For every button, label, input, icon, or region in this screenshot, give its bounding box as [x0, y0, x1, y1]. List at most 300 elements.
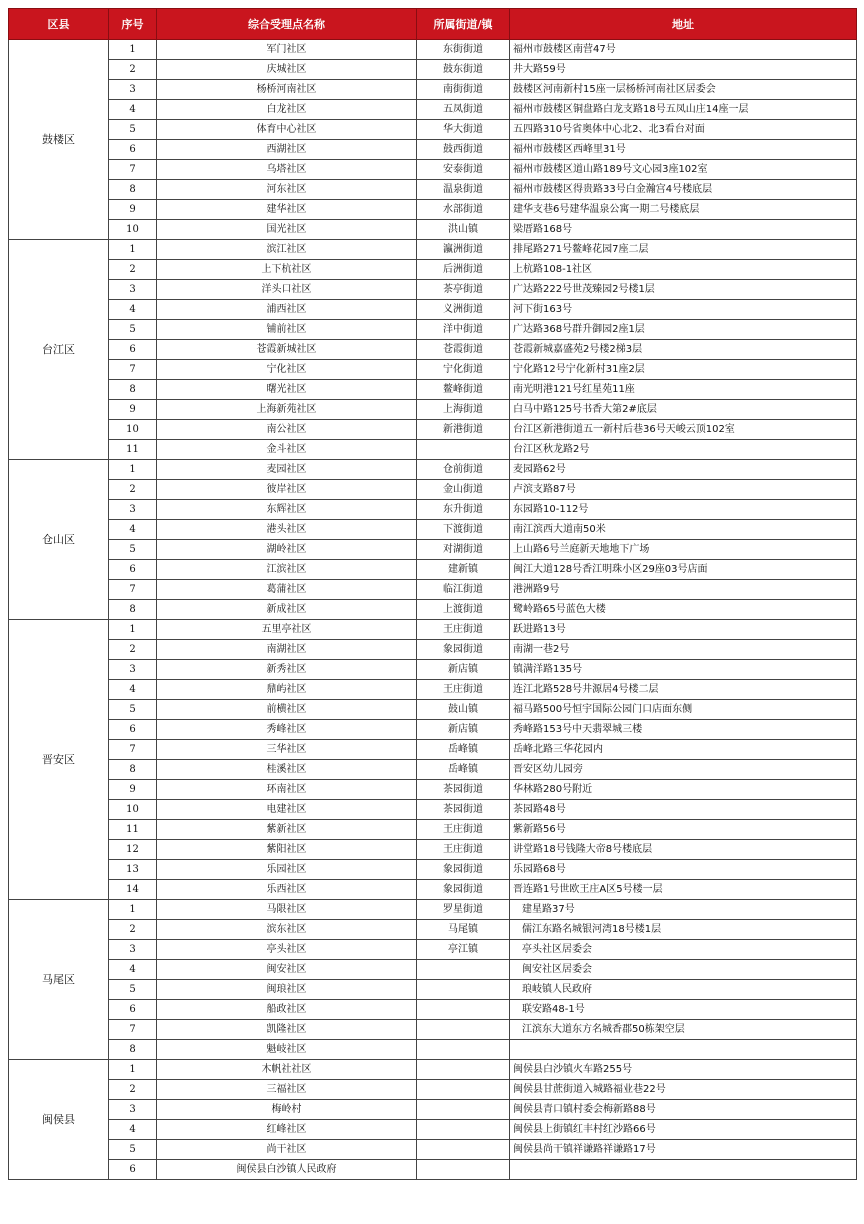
street-cell: 上渡街道 [417, 600, 510, 620]
point-name-cell: 乐园社区 [157, 860, 417, 880]
table-row [9, 780, 857, 800]
point-name-cell: 新成社区 [157, 600, 417, 620]
row-number-cell: 10 [109, 220, 157, 240]
row-number-cell: 2 [109, 60, 157, 80]
row-number-cell: 8 [109, 600, 157, 620]
row-number-cell: 1 [109, 1060, 157, 1080]
address-cell: 晋连路1号世欧王庄A区5号楼一层 [510, 880, 857, 900]
table-row [9, 560, 857, 580]
address-cell: 港洲路9号 [510, 580, 857, 600]
point-name-cell: 麦园社区 [157, 460, 417, 480]
point-name-cell: 亭头社区 [157, 940, 417, 960]
row-number-cell: 5 [109, 120, 157, 140]
street-cell: 安泰街道 [417, 160, 510, 180]
table-row [9, 940, 857, 960]
row-number-cell: 4 [109, 300, 157, 320]
point-name-cell: 马限社区 [157, 900, 417, 920]
address-cell: 广达路368号群升御园2座1层 [510, 320, 857, 340]
table-row [9, 120, 857, 140]
street-cell: 岳峰镇 [417, 760, 510, 780]
street-cell: 温泉街道 [417, 180, 510, 200]
table-row [9, 60, 857, 80]
street-cell [417, 1100, 510, 1120]
point-name-cell: 江滨社区 [157, 560, 417, 580]
address-cell: 建星路37号 [510, 900, 857, 920]
street-cell: 后洲街道 [417, 260, 510, 280]
street-cell: 鼓西街道 [417, 140, 510, 160]
point-name-cell: 乌塔社区 [157, 160, 417, 180]
point-name-cell: 新秀社区 [157, 660, 417, 680]
street-cell [417, 1000, 510, 1020]
point-name-cell: 洋头口社区 [157, 280, 417, 300]
row-number-cell: 2 [109, 1080, 157, 1100]
table-row [9, 280, 857, 300]
address-cell: 梁厝路168号 [510, 220, 857, 240]
row-number-cell: 7 [109, 160, 157, 180]
street-cell [417, 960, 510, 980]
address-cell: 华林路280号附近 [510, 780, 857, 800]
street-cell: 仓前街道 [417, 460, 510, 480]
street-cell [417, 1160, 510, 1180]
table-row [9, 440, 857, 460]
table-row [9, 720, 857, 740]
row-number-cell: 7 [109, 580, 157, 600]
row-number-cell: 12 [109, 840, 157, 860]
address-cell: 岳峰北路三华花园内 [510, 740, 857, 760]
street-cell [417, 1140, 510, 1160]
table-row [9, 500, 857, 520]
point-name-cell: 凯隆社区 [157, 1020, 417, 1040]
address-cell: 台江区新港街道五一新村后巷36号天峻云顶102室 [510, 420, 857, 440]
table-row [9, 760, 857, 780]
point-name-cell: 秀峰社区 [157, 720, 417, 740]
point-name-cell: 河东社区 [157, 180, 417, 200]
address-cell: 井大路59号 [510, 60, 857, 80]
address-cell: 闽侯县青口镇村委会梅新路88号 [510, 1100, 857, 1120]
table-row [9, 920, 857, 940]
table-row [9, 1160, 857, 1180]
street-cell: 新店镇 [417, 720, 510, 740]
address-cell: 江滨东大道东方名城香郡50栋架空层 [510, 1020, 857, 1040]
point-name-cell: 南湖社区 [157, 640, 417, 660]
address-cell: 鼓楼区河南新村15座一层杨桥河南社区居委会 [510, 80, 857, 100]
district-cell: 晋安区 [9, 620, 109, 900]
point-name-cell: 西湖社区 [157, 140, 417, 160]
header-point-name: 综合受理点名称 [157, 9, 417, 40]
street-cell: 鳌峰街道 [417, 380, 510, 400]
point-name-cell: 葛蒲社区 [157, 580, 417, 600]
point-name-cell: 体育中心社区 [157, 120, 417, 140]
table-row [9, 340, 857, 360]
table-row [9, 1120, 857, 1140]
table-row [9, 360, 857, 380]
point-name-cell: 尚干社区 [157, 1140, 417, 1160]
header-street: 所属街道/镇 [417, 9, 510, 40]
row-number-cell: 9 [109, 780, 157, 800]
row-number-cell: 1 [109, 40, 157, 60]
table-header-row [9, 9, 857, 40]
street-cell: 南街街道 [417, 80, 510, 100]
table-row [9, 860, 857, 880]
point-name-cell: 东辉社区 [157, 500, 417, 520]
street-cell: 金山街道 [417, 480, 510, 500]
address-cell [510, 1040, 857, 1060]
address-cell: 福州市鼓楼区西峰里31号 [510, 140, 857, 160]
table-row [9, 80, 857, 100]
table-row [9, 200, 857, 220]
row-number-cell: 2 [109, 640, 157, 660]
table-row [9, 660, 857, 680]
point-name-cell: 上下杭社区 [157, 260, 417, 280]
row-number-cell: 5 [109, 980, 157, 1000]
street-cell [417, 1040, 510, 1060]
address-cell: 南光明港121号红星苑11座 [510, 380, 857, 400]
row-number-cell: 8 [109, 1040, 157, 1060]
address-cell: 卢滨支路87号 [510, 480, 857, 500]
address-cell: 上杭路108-1社区 [510, 260, 857, 280]
table-row [9, 680, 857, 700]
row-number-cell: 4 [109, 680, 157, 700]
table-row [9, 460, 857, 480]
street-cell: 茶园街道 [417, 780, 510, 800]
table-row [9, 160, 857, 180]
row-number-cell: 8 [109, 380, 157, 400]
street-cell: 华大街道 [417, 120, 510, 140]
district-cell: 马尾区 [9, 900, 109, 1060]
point-name-cell: 上海新苑社区 [157, 400, 417, 420]
point-name-cell: 国光社区 [157, 220, 417, 240]
street-cell: 建新镇 [417, 560, 510, 580]
header-district: 区县 [9, 9, 109, 40]
street-cell: 罗星街道 [417, 900, 510, 920]
table-row [9, 580, 857, 600]
table-row [9, 980, 857, 1000]
table-row [9, 700, 857, 720]
street-cell: 马尾镇 [417, 920, 510, 940]
street-cell: 东升街道 [417, 500, 510, 520]
row-number-cell: 8 [109, 180, 157, 200]
table-row [9, 400, 857, 420]
street-cell: 岳峰镇 [417, 740, 510, 760]
table-row [9, 480, 857, 500]
street-cell: 瀛洲街道 [417, 240, 510, 260]
row-number-cell: 1 [109, 620, 157, 640]
row-number-cell: 3 [109, 660, 157, 680]
row-number-cell: 3 [109, 500, 157, 520]
address-cell: 福州市鼓楼区道山路189号文心园3座102室 [510, 160, 857, 180]
row-number-cell: 2 [109, 480, 157, 500]
point-name-cell: 军门社区 [157, 40, 417, 60]
table-row [9, 1080, 857, 1100]
point-name-cell: 乐西社区 [157, 880, 417, 900]
point-name-cell: 铺前社区 [157, 320, 417, 340]
street-cell [417, 1020, 510, 1040]
point-name-cell: 港头社区 [157, 520, 417, 540]
row-number-cell: 14 [109, 880, 157, 900]
address-cell: 闽侯县甘蔗街道入城路福业巷22号 [510, 1080, 857, 1100]
district-cell: 仓山区 [9, 460, 109, 620]
address-cell: 闽侯县白沙镇火车路255号 [510, 1060, 857, 1080]
point-name-cell: 三华社区 [157, 740, 417, 760]
address-cell: 南湖一巷2号 [510, 640, 857, 660]
table-row [9, 540, 857, 560]
header-number: 序号 [109, 9, 157, 40]
street-cell: 王庄街道 [417, 620, 510, 640]
address-cell: 连江北路528号井源居4号楼二层 [510, 680, 857, 700]
street-cell: 王庄街道 [417, 680, 510, 700]
address-cell: 跃进路13号 [510, 620, 857, 640]
row-number-cell: 6 [109, 1000, 157, 1020]
point-name-cell: 紫新社区 [157, 820, 417, 840]
street-cell: 苍霞街道 [417, 340, 510, 360]
address-cell: 五四路310号省奥体中心北2、北3看台对面 [510, 120, 857, 140]
address-cell: 福州市鼓楼区得贵路33号白金瀚宫4号楼底层 [510, 180, 857, 200]
table-row [9, 600, 857, 620]
address-cell: 上山路6号兰庭新天地地下广场 [510, 540, 857, 560]
row-number-cell: 5 [109, 700, 157, 720]
table-row [9, 240, 857, 260]
table-row [9, 40, 857, 60]
address-cell: 麦园路62号 [510, 460, 857, 480]
street-cell [417, 1120, 510, 1140]
point-name-cell: 闽侯县白沙镇人民政府 [157, 1160, 417, 1180]
street-cell: 王庄街道 [417, 840, 510, 860]
row-number-cell: 1 [109, 240, 157, 260]
address-cell: 讲堂路18号钱隆大帝8号楼底层 [510, 840, 857, 860]
address-cell: 闽侯县上街镇红丰村红沙路66号 [510, 1120, 857, 1140]
row-number-cell: 9 [109, 200, 157, 220]
row-number-cell: 4 [109, 1120, 157, 1140]
point-name-cell: 滨江社区 [157, 240, 417, 260]
address-cell: 琅岐镇人民政府 [510, 980, 857, 1000]
table-row [9, 640, 857, 660]
row-number-cell: 10 [109, 420, 157, 440]
point-name-cell: 金斗社区 [157, 440, 417, 460]
row-number-cell: 6 [109, 560, 157, 580]
address-cell: 建华支巷6号建华温泉公寓一期二号楼底层 [510, 200, 857, 220]
point-name-cell: 鼎屿社区 [157, 680, 417, 700]
table-row [9, 180, 857, 200]
row-number-cell: 7 [109, 1020, 157, 1040]
table-row [9, 1100, 857, 1120]
row-number-cell: 4 [109, 100, 157, 120]
point-name-cell: 宁化社区 [157, 360, 417, 380]
point-name-cell: 白龙社区 [157, 100, 417, 120]
street-cell: 对湖街道 [417, 540, 510, 560]
district-cell: 鼓楼区 [9, 40, 109, 240]
row-number-cell: 4 [109, 520, 157, 540]
street-cell: 象园街道 [417, 880, 510, 900]
table-row [9, 380, 857, 400]
table-row [9, 960, 857, 980]
table-row [9, 820, 857, 840]
point-name-cell: 环南社区 [157, 780, 417, 800]
address-cell: 乐园路68号 [510, 860, 857, 880]
row-number-cell: 1 [109, 900, 157, 920]
street-cell [417, 440, 510, 460]
street-cell: 义洲街道 [417, 300, 510, 320]
row-number-cell: 9 [109, 400, 157, 420]
row-number-cell: 8 [109, 760, 157, 780]
street-cell: 象园街道 [417, 640, 510, 660]
header-address: 地址 [510, 9, 857, 40]
address-cell: 苍霞新城嘉盛苑2号楼2梯3层 [510, 340, 857, 360]
table-row [9, 1140, 857, 1160]
address-cell: 镇满洋路135号 [510, 660, 857, 680]
point-name-cell: 桂溪社区 [157, 760, 417, 780]
row-number-cell: 3 [109, 80, 157, 100]
point-name-cell: 闽安社区 [157, 960, 417, 980]
point-name-cell: 前横社区 [157, 700, 417, 720]
table-row [9, 900, 857, 920]
address-cell: 白马中路125号书香大第2#底层 [510, 400, 857, 420]
point-name-cell: 建华社区 [157, 200, 417, 220]
point-name-cell: 船政社区 [157, 1000, 417, 1020]
street-cell: 宁化街道 [417, 360, 510, 380]
street-cell [417, 980, 510, 1000]
street-cell: 下渡街道 [417, 520, 510, 540]
street-cell: 洪山镇 [417, 220, 510, 240]
address-cell: 河下街163号 [510, 300, 857, 320]
address-cell: 福马路500号恒宇国际公园门口店面东侧 [510, 700, 857, 720]
point-name-cell: 紫阳社区 [157, 840, 417, 860]
street-cell: 亭江镇 [417, 940, 510, 960]
point-name-cell: 电建社区 [157, 800, 417, 820]
row-number-cell: 2 [109, 260, 157, 280]
row-number-cell: 6 [109, 720, 157, 740]
table-row [9, 100, 857, 120]
point-name-cell: 五里亭社区 [157, 620, 417, 640]
street-cell: 象园街道 [417, 860, 510, 880]
point-name-cell: 魁岐社区 [157, 1040, 417, 1060]
address-cell: 排尾路271号鳌峰花园7座二层 [510, 240, 857, 260]
street-cell: 新店镇 [417, 660, 510, 680]
street-cell [417, 1080, 510, 1100]
row-number-cell: 13 [109, 860, 157, 880]
row-number-cell: 2 [109, 920, 157, 940]
row-number-cell: 5 [109, 540, 157, 560]
row-number-cell: 6 [109, 140, 157, 160]
row-number-cell: 11 [109, 820, 157, 840]
point-name-cell: 滨东社区 [157, 920, 417, 940]
address-cell: 福州市鼓楼区铜盘路白龙支路18号五凤山庄14座一层 [510, 100, 857, 120]
table-row [9, 520, 857, 540]
point-name-cell: 三福社区 [157, 1080, 417, 1100]
row-number-cell: 6 [109, 1160, 157, 1180]
row-number-cell: 1 [109, 460, 157, 480]
address-cell: 福州市鼓楼区南营47号 [510, 40, 857, 60]
district-cell: 闽侯县 [9, 1060, 109, 1180]
point-name-cell: 南公社区 [157, 420, 417, 440]
address-cell: 秀峰路153号中天翡翠城三楼 [510, 720, 857, 740]
table-row [9, 320, 857, 340]
address-cell: 闽江大道128号香江明珠小区29座03号店面 [510, 560, 857, 580]
address-cell: 闽侯县尚干镇祥谦路祥谦路17号 [510, 1140, 857, 1160]
point-name-cell: 木帆社社区 [157, 1060, 417, 1080]
street-cell [417, 1060, 510, 1080]
street-cell: 水部街道 [417, 200, 510, 220]
street-cell: 临江街道 [417, 580, 510, 600]
row-number-cell: 4 [109, 960, 157, 980]
address-cell: 宁化路12号宁化新村31座2层 [510, 360, 857, 380]
service-points-table [8, 8, 857, 1180]
table-row [9, 1060, 857, 1080]
address-cell [510, 1160, 857, 1180]
table-row [9, 880, 857, 900]
row-number-cell: 3 [109, 1100, 157, 1120]
point-name-cell: 庆城社区 [157, 60, 417, 80]
address-cell: 东园路10-112号 [510, 500, 857, 520]
address-cell: 联安路48-1号 [510, 1000, 857, 1020]
row-number-cell: 11 [109, 440, 157, 460]
point-name-cell: 红峰社区 [157, 1120, 417, 1140]
table-row [9, 260, 857, 280]
address-cell: 儒江东路名城银河湾18号楼1层 [510, 920, 857, 940]
row-number-cell: 7 [109, 360, 157, 380]
table-row [9, 800, 857, 820]
table-row [9, 1020, 857, 1040]
table-row [9, 840, 857, 860]
street-cell: 五凤街道 [417, 100, 510, 120]
street-cell: 鼓东街道 [417, 60, 510, 80]
address-cell: 台江区秋龙路2号 [510, 440, 857, 460]
street-cell: 新港街道 [417, 420, 510, 440]
table-row [9, 1040, 857, 1060]
street-cell: 茶亭街道 [417, 280, 510, 300]
district-cell: 台江区 [9, 240, 109, 460]
point-name-cell: 梅岭村 [157, 1100, 417, 1120]
row-number-cell: 5 [109, 1140, 157, 1160]
address-cell: 闽安社区居委会 [510, 960, 857, 980]
point-name-cell: 曙光社区 [157, 380, 417, 400]
address-cell: 茶园路48号 [510, 800, 857, 820]
table-row [9, 420, 857, 440]
row-number-cell: 6 [109, 340, 157, 360]
table-row [9, 220, 857, 240]
point-name-cell: 杨桥河南社区 [157, 80, 417, 100]
street-cell: 茶园街道 [417, 800, 510, 820]
row-number-cell: 7 [109, 740, 157, 760]
point-name-cell: 闽琅社区 [157, 980, 417, 1000]
table-body [9, 40, 857, 1180]
row-number-cell: 5 [109, 320, 157, 340]
row-number-cell: 10 [109, 800, 157, 820]
row-number-cell: 3 [109, 940, 157, 960]
address-cell: 鹭岭路65号蓝色大楼 [510, 600, 857, 620]
address-cell: 晋安区幼儿园旁 [510, 760, 857, 780]
table-row [9, 1000, 857, 1020]
street-cell: 上海街道 [417, 400, 510, 420]
point-name-cell: 浦西社区 [157, 300, 417, 320]
street-cell: 洋中街道 [417, 320, 510, 340]
table-row [9, 740, 857, 760]
table-row [9, 140, 857, 160]
table-row [9, 300, 857, 320]
row-number-cell: 3 [109, 280, 157, 300]
street-cell: 东街街道 [417, 40, 510, 60]
address-cell: 紫新路56号 [510, 820, 857, 840]
address-cell: 南江滨西大道南50米 [510, 520, 857, 540]
point-name-cell: 湖岭社区 [157, 540, 417, 560]
street-cell: 鼓山镇 [417, 700, 510, 720]
street-cell: 王庄街道 [417, 820, 510, 840]
service-points-table-container [8, 8, 856, 1180]
address-cell: 亭头社区居委会 [510, 940, 857, 960]
table-row [9, 620, 857, 640]
address-cell: 广达路222号世茂臻园2号楼1层 [510, 280, 857, 300]
point-name-cell: 苍霞新城社区 [157, 340, 417, 360]
point-name-cell: 彼岸社区 [157, 480, 417, 500]
